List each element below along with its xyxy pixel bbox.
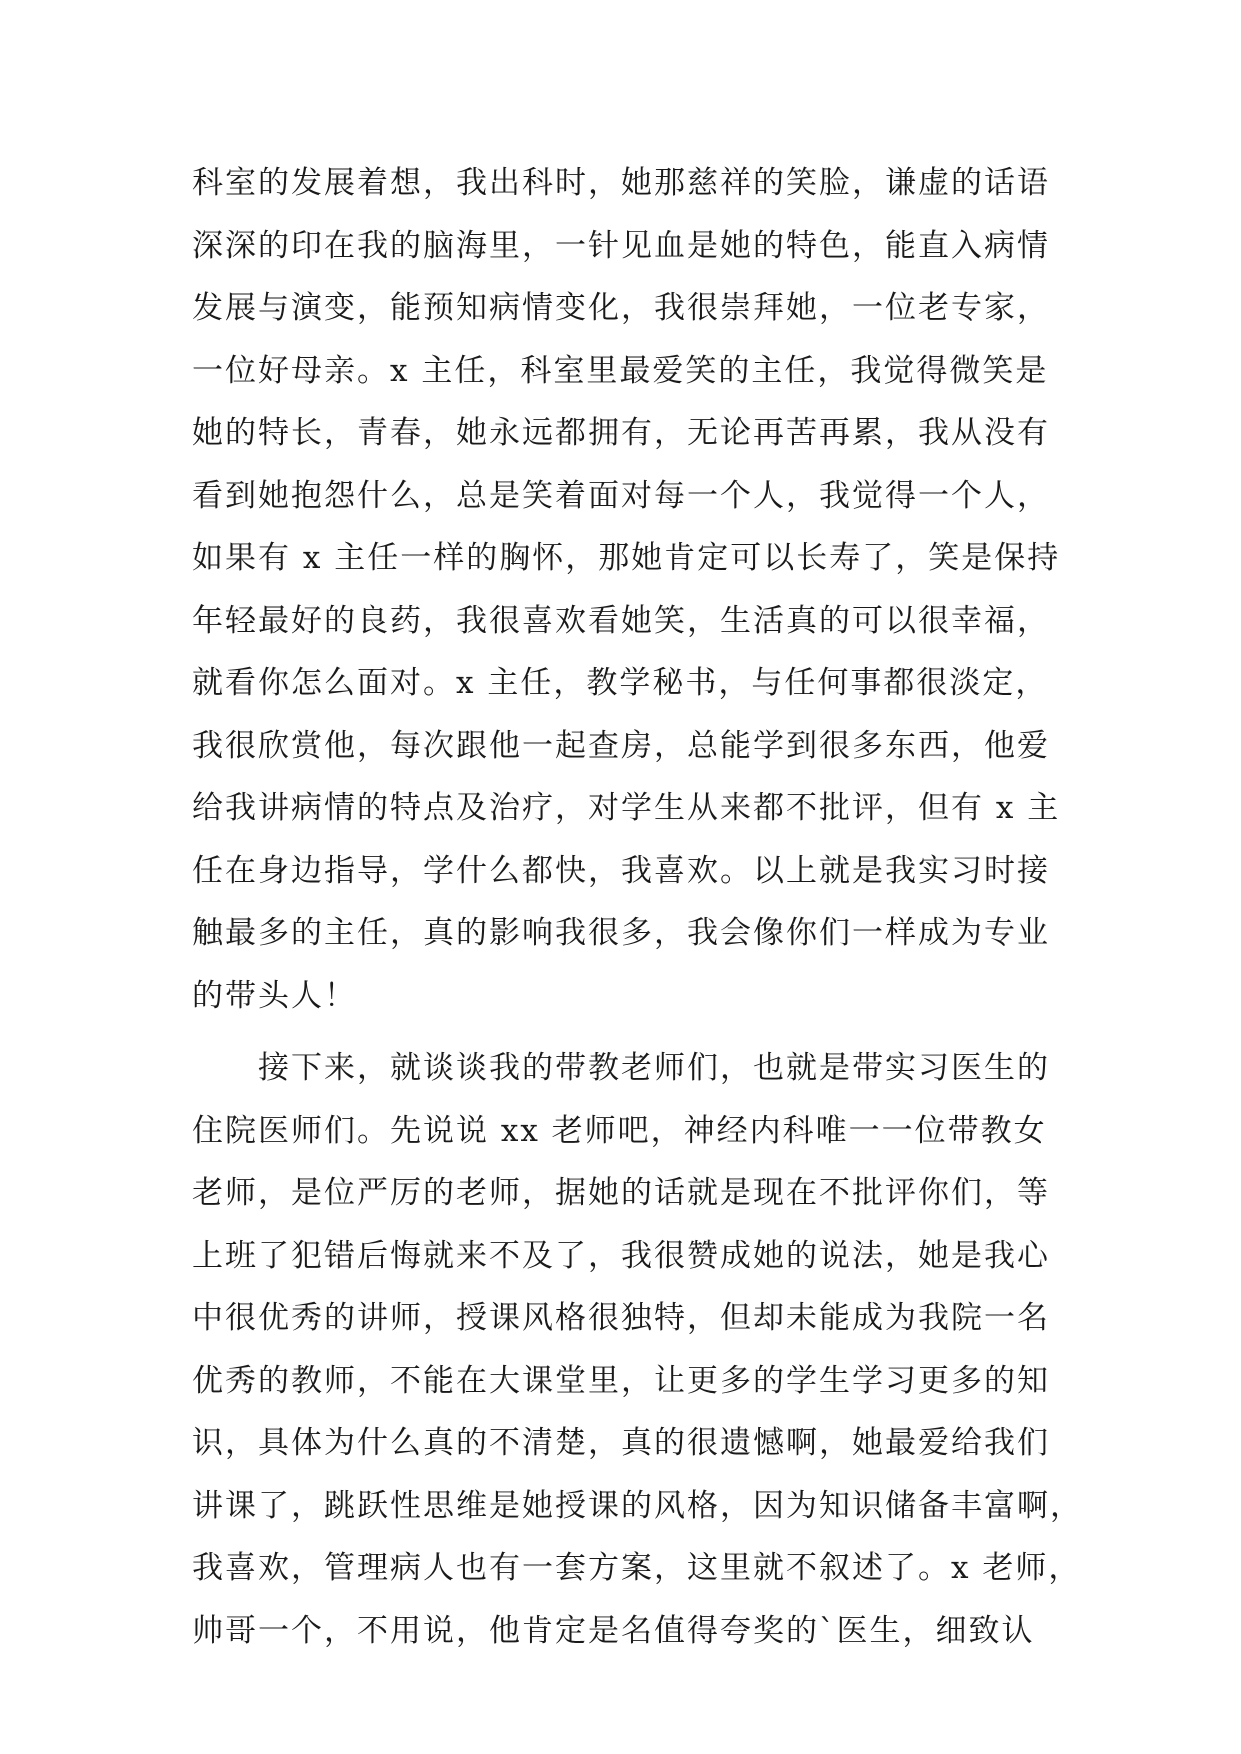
text-line: 一位好母亲。x 主任，科室里最爱笑的主任，我觉得微笑是 — [192, 352, 1049, 389]
text-line: 科室的发展着想，我出科时，她那慈祥的笑脸，谦虚的话语 — [192, 165, 1050, 201]
text-line: 老师，是位严厉的老师，据她的话就是现在不批评你们，等 — [192, 1175, 1050, 1211]
text-line: 优秀的教师，不能在大课堂里，让更多的学生学习更多的知 — [192, 1362, 1050, 1399]
text-line: 的带头人！ — [192, 977, 357, 1014]
document-body — [192, 152, 1083, 1662]
text-line: 识，具体为什么真的不清楚，真的很遗憾啊，她最爱给我们 — [192, 1425, 1050, 1461]
text-line: 就看你怎么面对。x 主任，教学秘书，与任何事都很淡定， — [192, 665, 1049, 701]
text-line: 看到她抱怨什么，总是笑着面对每一个人，我觉得一个人， — [192, 477, 1050, 514]
paragraph-1 — [192, 152, 1072, 1027]
text-line: 中很优秀的讲师，授课风格很独特，但却未能成为我院一名 — [192, 1300, 1050, 1336]
text-line: 讲课了，跳跃性思维是她授课的风格，因为知识储备丰富啊， — [192, 1487, 1083, 1524]
text-line: 我喜欢，管理病人也有一套方案，这里就不叙述了。x 老师， — [192, 1550, 1082, 1586]
paragraph-spacing — [192, 1027, 1072, 1037]
text-line: 给我讲病情的特点及治疗，对学生从来都不批评，但有 x 主 — [192, 790, 1061, 826]
text-line: 住院医师们。先说说 xx 老师吧，神经内科唯一一位带教女 — [192, 1112, 1047, 1149]
text-line: 触最多的主任，真的影响我很多，我会像你们一样成为专业 — [192, 915, 1050, 951]
text-line: 年轻最好的良药，我很喜欢看她笑，生活真的可以很幸福， — [192, 602, 1050, 639]
text-line: 任在身边指导，学什么都快，我喜欢。以上就是我实习时接 — [192, 852, 1050, 889]
paragraph-2 — [192, 1037, 1083, 1662]
text-line: 发展与演变，能预知病情变化，我很崇拜她，一位老专家， — [192, 290, 1050, 326]
text-line: 深深的印在我的脑海里，一针见血是她的特色，能直入病情 — [192, 227, 1050, 264]
text-line: 帅哥一个，不用说，他肯定是名值得夸奖的`医生，细致认 — [192, 1612, 1035, 1649]
text-line: 上班了犯错后悔就来不及了，我很赞成她的说法，她是我心 — [192, 1237, 1050, 1274]
text-line: 接下来，就谈谈我的带教老师们，也就是带实习医生的 — [258, 1050, 1050, 1086]
text-line: 如果有 x 主任一样的胸怀，那她肯定可以长寿了，笑是保持 — [192, 540, 1061, 576]
text-line: 她的特长，青春，她永远都拥有，无论再苦再累，我从没有 — [192, 415, 1050, 451]
text-line: 我很欣赏他，每次跟他一起查房，总能学到很多东西，他爱 — [192, 727, 1050, 764]
